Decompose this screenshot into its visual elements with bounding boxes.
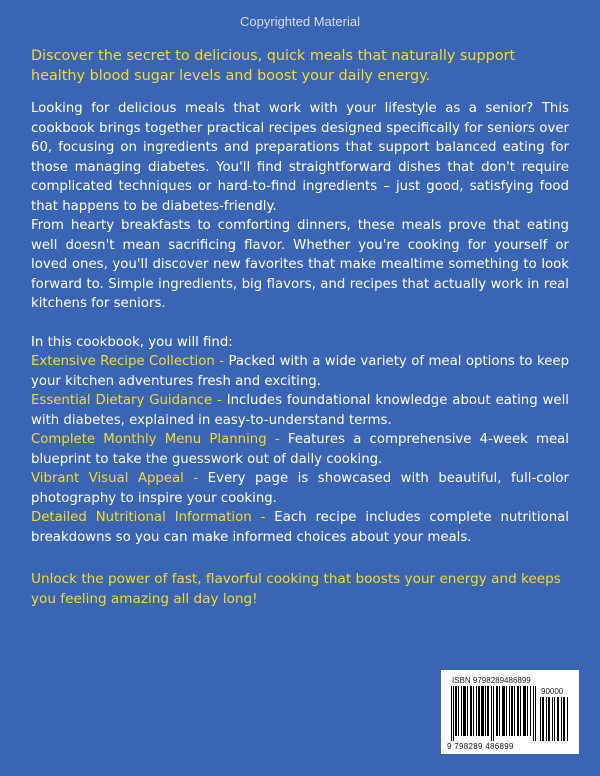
feature-item [31, 508, 569, 547]
description-paragraph-2: From hearty breakfasts to comforting dinners, these meals prove that eating well doesn't mean sacrificing flavor. Whether you're cooking for yourself or loved ones, you'll discover new favorites that make mealtime something to look forward to. Simple ingredients, big flavors, and recipes that actually work in real kitchens for seniors. [31, 218, 569, 311]
feature-item [31, 469, 569, 508]
barcode-digits: 9 798289 486899 [447, 742, 514, 751]
feature-title: Vibrant Visual Appeal - [31, 471, 208, 486]
feature-item [31, 430, 569, 469]
feature-text: Includes foundational knowledge about eating well with diabetes, explained in easy-to-understand terms. [31, 393, 569, 428]
addon-barcode-bars-icon [540, 697, 570, 741]
feature-title: Complete Monthly Menu Planning - [31, 432, 288, 447]
feature-item [31, 391, 569, 430]
outro-tagline: Unlock the power of fast, flavorful cooking that boosts your energy and keeps you feeling amazing all day long! [31, 571, 561, 607]
feature-text: Each recipe includes complete nutritional breakdowns so you can make informed choices about your meals. [31, 510, 569, 545]
feature-item [31, 352, 569, 391]
intro-tagline: Discover the secret to delicious, quick meals that naturally support healthy blood sugar levels and boost your daily energy. [31, 48, 516, 84]
isbn-barcode [441, 670, 579, 754]
feature-text: Every page is showcased with beautiful, full-color photography to inspire your cooking. [31, 471, 569, 506]
price-addon-number: 90000 [541, 687, 564, 696]
feature-list-heading: In this cookbook, you will find: [31, 334, 233, 350]
description-paragraph-1: Looking for delicious meals that work with your lifestyle as a senior? This cookbook brings together practical recipes designed specifically for seniors over 60, focusing on ingredients and preparations that support balanced eating for those managing diabetes. You'll find straightforward dishes that don't require complicated techniques or hard-to-find ingredients – just good, satisfying food that happens to be diabetes-friendly. [31, 101, 569, 214]
feature-text: Features a comprehensive 4-week meal blueprint to take the guesswork out of daily cooking. [31, 432, 569, 467]
copyright-watermark: Copyrighted Material [240, 14, 360, 29]
isbn-label: ISBN 9798289486899 [452, 676, 531, 685]
feature-title: Detailed Nutritional Information - [31, 510, 275, 525]
back-cover-text [31, 46, 569, 623]
feature-text: Packed with a wide variety of meal options to keep your kitchen adventures fresh and exciting. [31, 354, 570, 389]
barcode-bars-icon [451, 686, 537, 741]
feature-list [31, 352, 569, 547]
feature-title: Extensive Recipe Collection - [31, 354, 229, 369]
feature-title: Essential Dietary Guidance - [31, 393, 227, 408]
